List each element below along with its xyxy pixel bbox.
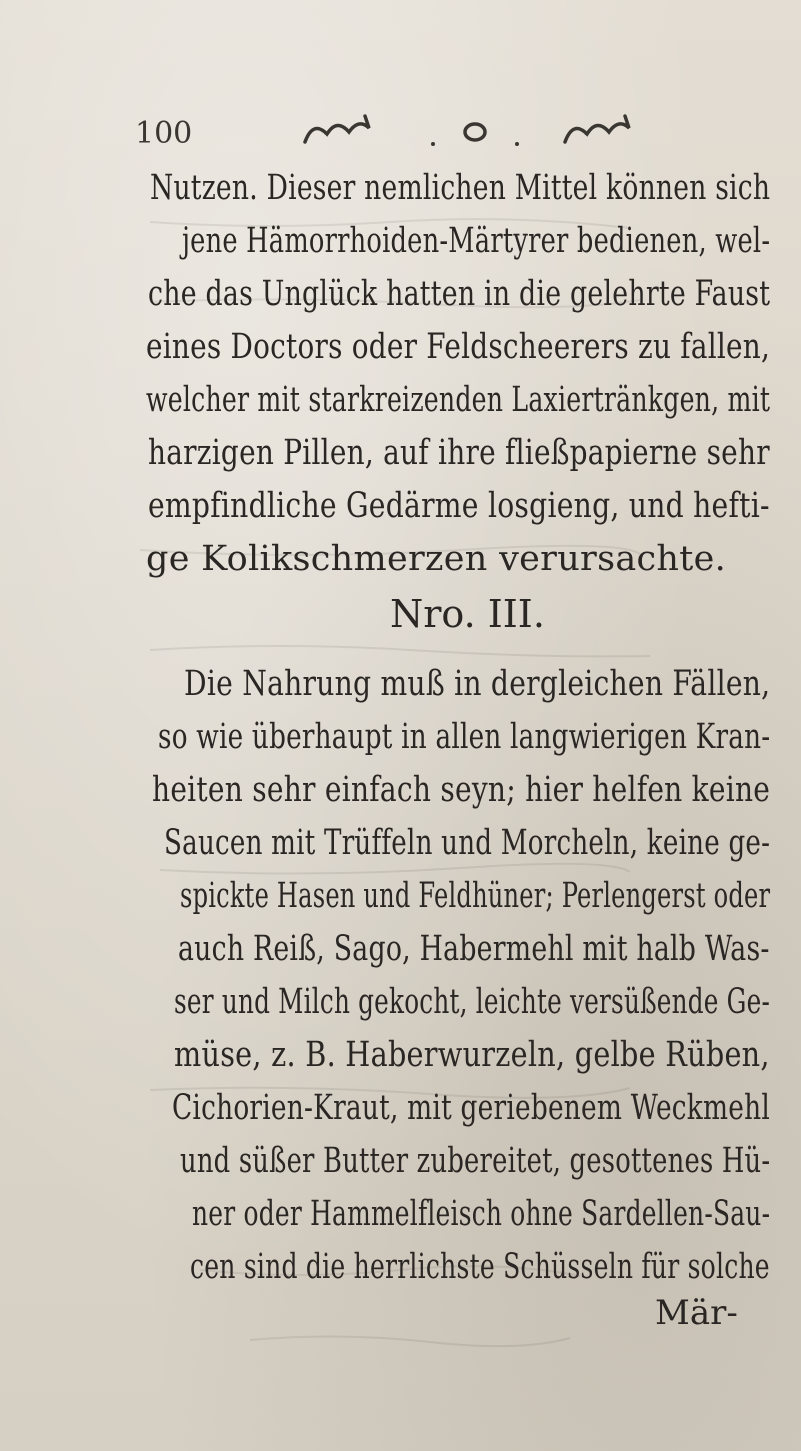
- text-line: jene Hämorrhoiden-Märtyrer bedienen, wel-: [182, 221, 771, 261]
- text-line: ge Kolikschmerzen verursachte.: [146, 539, 727, 579]
- text-line: empfindliche Gedärme losgieng, und hefti-: [148, 486, 770, 526]
- text-line: cen sind die herrlichste Schüsseln für solche: [190, 1247, 770, 1287]
- section-heading: Nro. III.: [390, 592, 545, 636]
- ornament-icon: [255, 108, 715, 152]
- text-line: harzigen Pillen, auf ihre fließpapierne sehr: [148, 433, 770, 473]
- text-line: müse, z. B. Haberwurzeln, gelbe Rüben,: [174, 1035, 770, 1075]
- text-line: eines Doctors oder Feldscheerers zu fallen,: [146, 327, 771, 367]
- text-line: Nutzen. Dieser nemlichen Mittel können sich: [150, 168, 771, 208]
- catchword: Mär-: [655, 1293, 738, 1333]
- text-line: Die Nahrung muß in dergleichen Fällen,: [184, 664, 771, 704]
- text-line: Saucen mit Trüffeln und Morcheln, keine ge-: [164, 823, 771, 863]
- text-line: che das Unglück hatten in die gelehrte Faust: [148, 274, 771, 314]
- page-header: [135, 108, 695, 158]
- text-line: Cichorien-Kraut, mit geriebenem Weckmehl: [172, 1088, 770, 1128]
- text-line: ser und Milch gekocht, leichte versüßende Ge-: [174, 982, 771, 1022]
- text-line: so wie überhaupt in allen langwierigen Kran-: [158, 717, 771, 757]
- page-number: 100: [135, 116, 193, 151]
- text-line: ner oder Hammelfleisch ohne Sardellen-Sau-: [192, 1194, 771, 1234]
- text-line: welcher mit starkreizenden Laxiertränkgen, mit: [146, 380, 771, 420]
- text-line: spickte Hasen und Feldhüner; Perlengerst oder: [180, 876, 771, 916]
- text-line: und süßer Butter zubereitet, gesottenes Hü-: [180, 1141, 771, 1181]
- text-line: heiten sehr einfach seyn; hier helfen keine: [152, 770, 771, 810]
- text-line: auch Reiß, Sago, Habermehl mit halb Was-: [178, 929, 770, 969]
